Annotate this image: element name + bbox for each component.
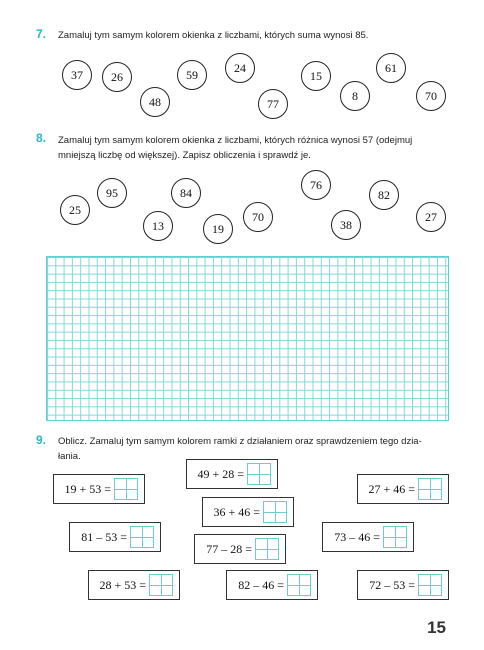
answer-cells[interactable] <box>263 501 287 523</box>
equation-box[interactable] <box>202 497 294 527</box>
number-circle[interactable]: 26 <box>102 62 132 92</box>
number-circle[interactable]: 76 <box>301 170 331 200</box>
equation-box[interactable] <box>226 570 318 600</box>
equation-box[interactable] <box>322 522 414 552</box>
number-circle[interactable]: 70 <box>243 202 273 232</box>
equation-text: 72 – 53 = <box>369 577 415 592</box>
answer-cells[interactable] <box>418 478 442 500</box>
number-circle[interactable]: 15 <box>301 61 331 91</box>
equation-box[interactable] <box>69 522 161 552</box>
equation-box[interactable] <box>53 474 145 504</box>
equation-text: 28 + 53 = <box>99 577 146 592</box>
number-circle[interactable]: 19 <box>203 214 233 244</box>
number-circle[interactable]: 13 <box>143 211 173 241</box>
task-9-number: 9. <box>36 433 47 447</box>
number-circle[interactable]: 82 <box>369 180 399 210</box>
answer-cells[interactable] <box>418 574 442 596</box>
number-circle[interactable]: 25 <box>60 195 90 225</box>
equation-text: 82 – 46 = <box>238 577 284 592</box>
answer-cells[interactable] <box>383 526 407 548</box>
number-circle[interactable]: 77 <box>258 89 288 119</box>
equation-box[interactable] <box>357 474 449 504</box>
number-circle[interactable]: 61 <box>376 53 406 83</box>
calculation-grid[interactable] <box>46 256 449 421</box>
task-9-instruction-line1: Oblicz. Zamaluj tym samym kolorem ramki z działaniem oraz sprawdzeniem tego dzia- <box>58 436 422 447</box>
equation-text: 19 + 53 = <box>64 481 111 496</box>
task-8-instruction-line1: Zamaluj tym samym kolorem okienka z liczbami, których różnica wynosi 57 (odejmuj <box>58 135 413 146</box>
number-circle[interactable]: 24 <box>225 53 255 83</box>
number-circle[interactable]: 84 <box>171 178 201 208</box>
number-circle[interactable]: 70 <box>416 81 446 111</box>
equation-text: 49 + 28 = <box>197 466 244 481</box>
task-8-instruction-line2: mniejszą liczbę od większej). Zapisz obliczenia i sprawdź je. <box>58 150 311 161</box>
equation-box[interactable] <box>186 459 278 489</box>
number-circle[interactable]: 59 <box>177 60 207 90</box>
number-circle[interactable]: 38 <box>331 210 361 240</box>
task-9-instruction-line2: łania. <box>58 451 81 462</box>
number-circle[interactable]: 48 <box>140 87 170 117</box>
answer-cells[interactable] <box>255 538 279 560</box>
task-8-number: 8. <box>36 131 47 145</box>
page-number: 15 <box>427 618 446 637</box>
equation-text: 77 – 28 = <box>206 541 252 556</box>
answer-cells[interactable] <box>149 574 173 596</box>
number-circle[interactable]: 27 <box>416 202 446 232</box>
equation-text: 27 + 46 = <box>368 481 415 496</box>
answer-cells[interactable] <box>287 574 311 596</box>
task-7-number: 7. <box>36 27 47 41</box>
answer-cells[interactable] <box>247 463 271 485</box>
equation-text: 73 – 46 = <box>334 529 380 544</box>
equation-box[interactable] <box>357 570 449 600</box>
answer-cells[interactable] <box>130 526 154 548</box>
equation-box[interactable] <box>88 570 180 600</box>
equation-text: 81 – 53 = <box>81 529 127 544</box>
task-7-instruction: Zamaluj tym samym kolorem okienka z liczbami, których suma wynosi 85. <box>58 30 369 41</box>
equation-box[interactable] <box>194 534 286 564</box>
number-circle[interactable]: 8 <box>340 81 370 111</box>
answer-cells[interactable] <box>114 478 138 500</box>
number-circle[interactable]: 95 <box>97 178 127 208</box>
number-circle[interactable]: 37 <box>62 60 92 90</box>
equation-text: 36 + 46 = <box>213 504 260 519</box>
